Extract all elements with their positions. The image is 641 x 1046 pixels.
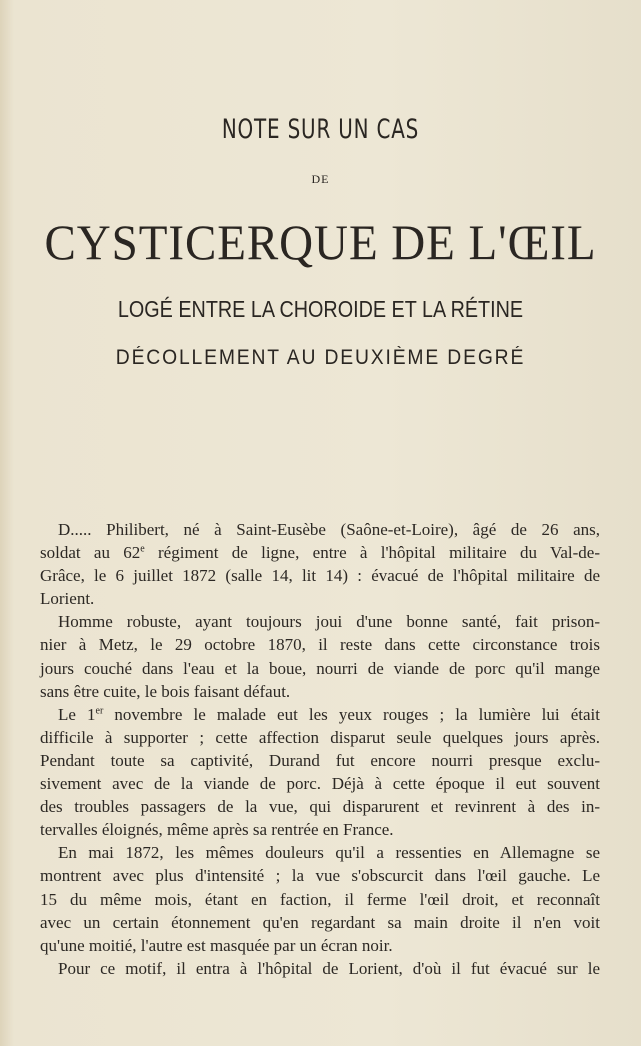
text-line: montrent avec plus d'intensité ; la vue s'obscurcit dans l'œil gauche. Le [40, 866, 600, 886]
text-line: sivement avec de la viande de porc. Déjà à cette époque il eut souvent [40, 774, 600, 794]
text-line: Lorient. [40, 589, 95, 609]
body-text [40, 518, 600, 980]
text-fragment: soldat au 62e régiment de ligne, entre à l'hôpital militaire du Val-de- [40, 543, 600, 563]
title-de: DE [311, 172, 330, 186]
text-line: D..... Philibert, né à Saint-Eusèbe (Saône-et-Loire), âgé de 26 ans, [58, 520, 600, 539]
subtitle-decollement: DÉCOLLEMENT AU DEUXIÈME DEGRÉ [115, 346, 526, 369]
text-line [40, 541, 600, 564]
ordinal-suffix: e [140, 543, 145, 555]
text-line: des troubles passagers de la vue, qui disparurent et revinrent à des in- [40, 797, 600, 817]
ordinal-suffix: er [95, 705, 104, 717]
text-line: Homme robuste, ayant toujours joui d'une bonne santé, fait prison- [58, 612, 600, 632]
text-line: 15 du même mois, étant en faction, il ferme l'œil droit, et reconnaît [40, 889, 600, 909]
text-line: En mai 1872, les mêmes douleurs qu'il a ressenties en Allemagne se [58, 843, 600, 863]
text-line: sans être cuite, le bois faisant défaut. [40, 681, 291, 701]
text-line: Pour ce motif, il entra à l'hôpital de Lorient, d'où il fut évacué sur le [58, 958, 600, 978]
title-note: NOTE SUR UN CAS [221, 114, 420, 145]
text-line: jours couché dans l'eau et la boue, nourri de viande de porc qu'il mange [40, 658, 600, 678]
text-line: qu'une moitié, l'autre est masquée par un écran noir. [40, 935, 393, 955]
text-line: avec un certain étonnement qu'en regardant sa main droite il n'en voit [40, 912, 600, 932]
text-line: Le 1er novembre le malade eut les yeux rouges ; la lumière lui était [58, 704, 600, 724]
text-line: tervalles éloignés, même après sa rentrée en France. [40, 820, 394, 840]
text-line: Pendant toute sa captivité, Durand fut encore nourri presque exclu- [40, 750, 600, 770]
title-main: CYSTICERQUE DE L'ŒIL [44, 214, 597, 270]
subtitle-location: LOGÉ ENTRE LA CHOROIDE ET LA RÉTINE [117, 296, 524, 322]
text-line: nier à Metz, le 29 octobre 1870, il reste dans cette circonstance trois [40, 635, 600, 655]
text-line: Grâce, le 6 juillet 1872 (salle 14, lit 14) : évacué de l'hôpital militaire de [40, 566, 600, 586]
text-line: difficile à supporter ; cette affection disparut seule quelques jours après. [40, 727, 600, 747]
